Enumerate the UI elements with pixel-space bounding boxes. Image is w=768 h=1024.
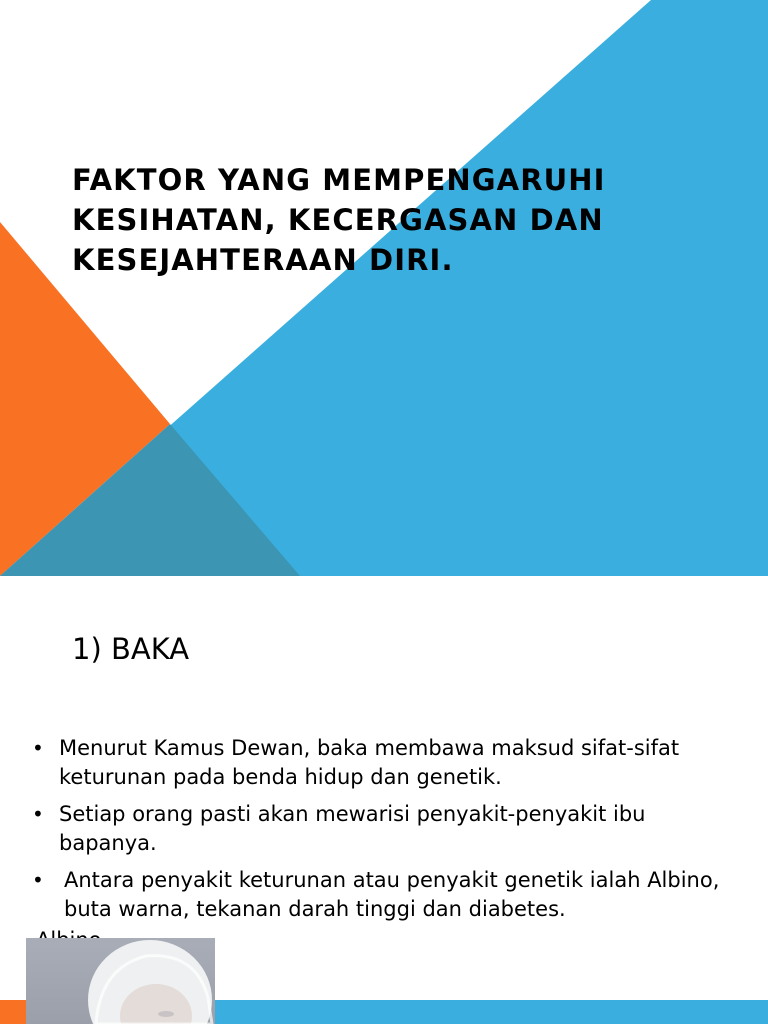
list-item <box>30 734 730 792</box>
list-item <box>30 866 730 924</box>
section-heading: 1) BAKA <box>72 632 190 666</box>
bullet-icon: • <box>32 736 44 760</box>
list-item <box>30 800 730 858</box>
bullet-text: Setiap orang pasti akan mewarisi penyakit-penyakit ibu bapanya. <box>59 802 646 855</box>
bullet-icon: • <box>32 802 44 826</box>
orange-band-segment <box>0 1000 26 1024</box>
slide-title: FAKTOR YANG MEMPENGARUHI KESIHATAN, KECERGASAN DAN KESEJAHTERAAN DIRI. <box>72 163 606 277</box>
bullet-icon: • <box>32 868 44 892</box>
bottom-accent-band <box>0 1000 768 1024</box>
content-slide <box>0 576 768 1024</box>
bullet-text: Antara penyakit keturunan atau penyakit genetik ialah Albino, buta warna, tekanan darah tinggi dan diabetes. <box>64 868 720 921</box>
bullet-list <box>30 734 730 932</box>
bullet-text: Menurut Kamus Dewan, baka membawa maksud sifat-sifat keturunan pada benda hidup dan genetik. <box>59 736 680 789</box>
blue-band-segment <box>215 1000 768 1024</box>
